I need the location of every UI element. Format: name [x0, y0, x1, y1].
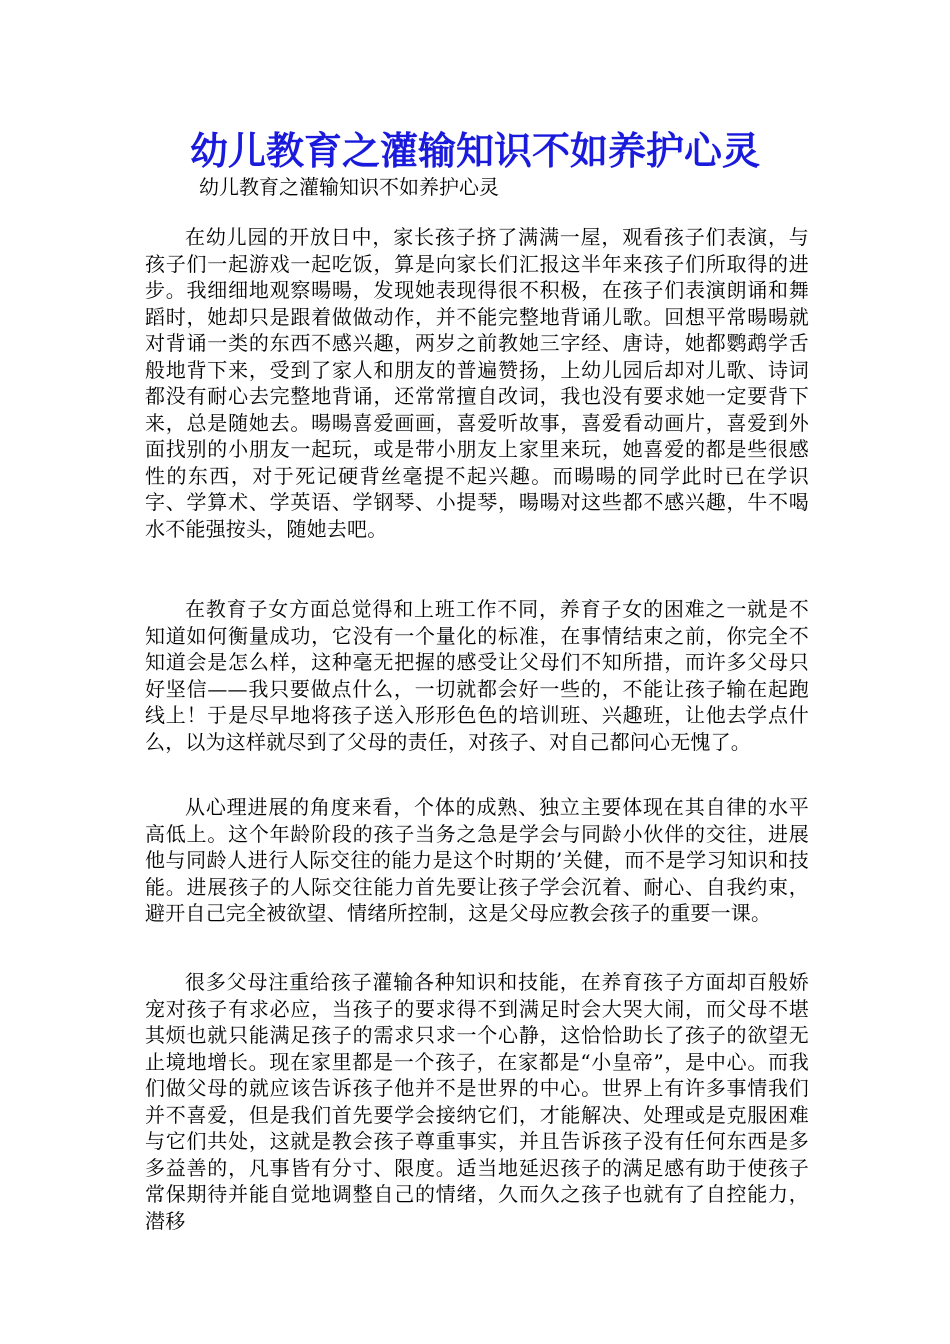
paragraph-4: 很多父母注重给孩子灌输各种知识和技能，在养育孩子方面却百般娇宠对孩子有求必应，当孩子的要求得不到满足时会大哭大闹，而父母不堪其烦也就只能满足孩子的需求只求一个心静，这恰恰助长了孩子的欲望无止境地增长。现在家里都是一个孩子，在家都是“小皇帝”，是中心。而我们做父母的就应该告诉孩子他并不是世界的中心。世界上有许多事情我们并不喜爱，但是我们首先要学会接纳它们，才能解决、处理或是克服困难与它们共处，这就是教会孩子尊重事实，并且告诉孩子没有任何东西是多多益善的，凡事皆有分寸、限度。适当地延迟孩子的满足感有助于使孩子常保期待并能自觉地调整自己的情绪，久而久之孩子也就有了自控能力，潜移: [145, 970, 809, 1233]
paragraph-2: 在教育子女方面总觉得和上班工作不同，养育子女的困难之一就是不知道如何衡量成功，它没有一个量化的标准，在事情结束之前，你完全不知道会是怎么样，这种毫无把握的感受让父母们不知所措，而许多父母只好坚信——我只要做点什么，一切就都会好一些的，不能让孩子输在起跑线上！于是尽早地将孩子送入形形色色的培训班、兴趣班，让他去学点什么，以为这样就尽到了父母的责任，对孩子、对自己都问心无愧了。: [145, 597, 809, 754]
document-title: 幼儿教育之灌输知识不如养护心灵: [189, 128, 760, 173]
paragraph-3: 从心理进展的角度来看，个体的成熟、独立主要体现在其自律的水平高低上。这个年龄阶段的孩子当务之急是学会与同龄小伙伴的交往，进展他与同龄人进行人际交往的能力是这个时期的’关健，而不是学习知识和技能。进展孩子的人际交往能力首先要让孩子学会沉着、耐心、自我约束，避开自己完全被欲望、情绪所控制，这是父母应教会孩子的重要一课。: [145, 795, 809, 925]
document-subtitle: 幼儿教育之灌输知识不如养护心灵: [199, 175, 499, 199]
paragraph-1: 在幼儿园的开放日中，家长孩子挤了满满一屋，观看孩子们表演，与孩子们一起游戏一起吃饭，算是向家长们汇报这半年来孩子们所取得的进步。我细细地观察暘暘，发现她表现得很不积极，在孩子们表演朗诵和舞蹈时，她却只是跟着做做动作，并不能完整地背诵儿歌。回想平常暘暘就对背诵一类的东西不感兴趣，两岁之前教她三字经、唐诗，她都鹦鹉学舌般地背下来，受到了家人和朋友的普遍赞扬，上幼儿园后却对儿歌、诗词都没有耐心去完整地背诵，还常常擅自改词，我也没有要求她一定要背下来，总是随她去。暘暘喜爱画画，喜爱听故事，喜爱看动画片，喜爱到外面找别的小朋友一起玩，或是带小朋友上家里来玩，她喜爱的都是些很感性的东西，对于死记硬背丝毫提不起兴趣。而暘暘的同学此时已在学识字、学算术、学英语、学钢琴、小提琴，暘暘对这些都不感兴趣，牛不喝水不能强按头，随她去吧。: [145, 225, 809, 541]
